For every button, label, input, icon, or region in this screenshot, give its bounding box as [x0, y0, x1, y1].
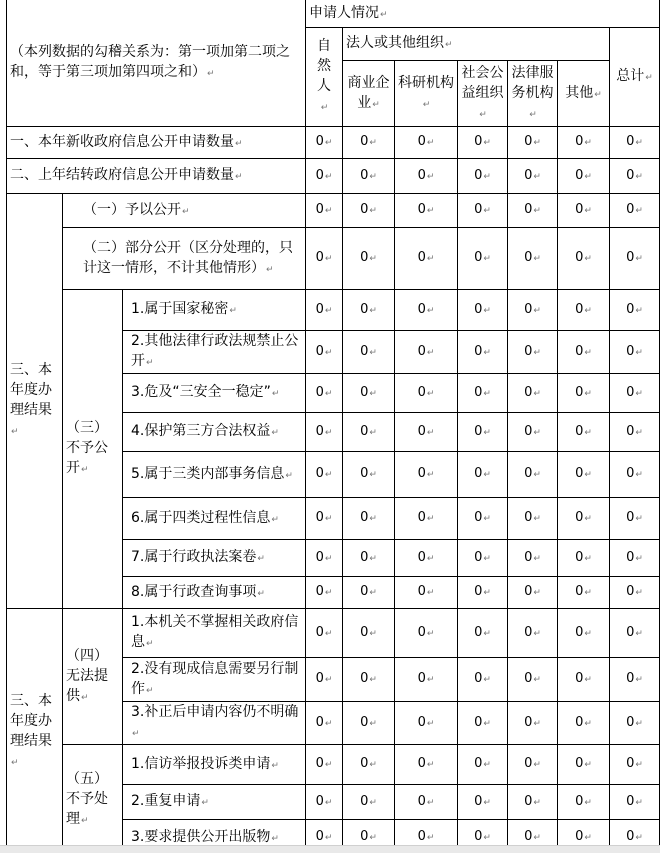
- value-cell: 0 ↵: [343, 413, 395, 452]
- value-cell: 0 ↵: [610, 577, 660, 609]
- value-cell: 0 ↵: [395, 159, 458, 194]
- header-note: （本列数据的勾稽关系为：第一项加第二项之和，等于第三项加第四项之和） ↵: [7, 0, 306, 127]
- value-cell: 0 ↵: [343, 194, 395, 228]
- row-label: 6.属于四类过程性信息 ↵: [123, 498, 306, 540]
- row-label: 二、上年结转政府信息公开申请数量 ↵: [7, 159, 306, 194]
- value-cell: 0 ↵: [395, 452, 458, 498]
- value-cell: 0 ↵: [508, 702, 558, 745]
- value-cell: 0 ↵: [508, 577, 558, 609]
- table-row: [7, 609, 660, 658]
- subgroup-label: （三）不予公开 ↵: [63, 290, 123, 609]
- row-label: 一、本年新收政府信息公开申请数量 ↵: [7, 127, 306, 159]
- value-cell: 0 ↵: [395, 194, 458, 228]
- row-label: 8.属于行政查询事项 ↵: [123, 577, 306, 609]
- group-label: 三、本年度办理结果 ↵: [7, 609, 63, 846]
- value-cell: 0 ↵: [395, 577, 458, 609]
- value-cell: 0 ↵: [306, 658, 343, 702]
- value-cell: 0 ↵: [306, 745, 343, 785]
- value-cell: 0 ↵: [558, 498, 610, 540]
- value-cell: 0 ↵: [458, 194, 508, 228]
- value-cell: 0 ↵: [306, 194, 343, 228]
- value-cell: 0 ↵: [610, 702, 660, 745]
- value-cell: 0 ↵: [458, 745, 508, 785]
- value-cell: 0 ↵: [306, 331, 343, 374]
- value-cell: 0 ↵: [343, 785, 395, 820]
- value-cell: 0 ↵: [458, 702, 508, 745]
- value-cell: 0 ↵: [558, 452, 610, 498]
- value-cell: 0 ↵: [306, 159, 343, 194]
- value-cell: 0 ↵: [343, 498, 395, 540]
- value-cell: 0 ↵: [395, 290, 458, 331]
- value-cell: 0 ↵: [306, 228, 343, 290]
- value-cell: 0 ↵: [508, 331, 558, 374]
- value-cell: 0 ↵: [343, 228, 395, 290]
- value-cell: 0 ↵: [395, 785, 458, 820]
- header-subcol: 社会公益组织 ↵: [458, 61, 508, 127]
- value-cell: 0 ↵: [610, 658, 660, 702]
- value-cell: 0 ↵: [610, 820, 660, 846]
- header-subcol: 科研机构 ↵: [395, 61, 458, 127]
- subgroup-label: （四）无法提供 ↵: [63, 609, 123, 745]
- row-label: （二）部分公开（区分处理的，只计这一情形，不计其他情形） ↵: [63, 228, 306, 290]
- header-legal-org: 法人或其他组织 ↵: [343, 28, 610, 61]
- value-cell: 0 ↵: [343, 452, 395, 498]
- value-cell: 0 ↵: [610, 413, 660, 452]
- value-cell: 0 ↵: [395, 127, 458, 159]
- value-cell: 0 ↵: [343, 702, 395, 745]
- row-label: 3.危及“三安全一稳定” ↵: [123, 374, 306, 413]
- row-label: 1.本机关不掌握相关政府信息 ↵: [123, 609, 306, 658]
- value-cell: 0 ↵: [343, 331, 395, 374]
- value-cell: 0 ↵: [508, 609, 558, 658]
- value-cell: 0 ↵: [343, 658, 395, 702]
- value-cell: 0 ↵: [508, 785, 558, 820]
- value-cell: 0 ↵: [343, 159, 395, 194]
- value-cell: 0 ↵: [558, 577, 610, 609]
- value-cell: 0 ↵: [558, 374, 610, 413]
- value-cell: 0 ↵: [306, 820, 343, 846]
- table-row: [7, 127, 660, 159]
- value-cell: 0 ↵: [558, 413, 610, 452]
- table-row: [7, 194, 660, 228]
- value-cell: 0 ↵: [610, 127, 660, 159]
- value-cell: 0 ↵: [558, 331, 610, 374]
- disclosure-statistics-table: [6, 0, 660, 845]
- group-label: 三、本年度办理结果 ↵: [7, 194, 63, 609]
- value-cell: 0 ↵: [306, 127, 343, 159]
- value-cell: 0 ↵: [558, 127, 610, 159]
- row-label: 1.属于国家秘密 ↵: [123, 290, 306, 331]
- value-cell: 0 ↵: [558, 702, 610, 745]
- value-cell: 0 ↵: [458, 452, 508, 498]
- value-cell: 0 ↵: [395, 609, 458, 658]
- value-cell: 0 ↵: [558, 785, 610, 820]
- value-cell: 0 ↵: [306, 702, 343, 745]
- row-label: 2.其他法律行政法规禁止公开 ↵: [123, 331, 306, 374]
- value-cell: 0 ↵: [458, 658, 508, 702]
- value-cell: 0 ↵: [343, 540, 395, 577]
- value-cell: 0 ↵: [558, 820, 610, 846]
- header-subcol: 商业企业 ↵: [343, 61, 395, 127]
- value-cell: 0 ↵: [558, 658, 610, 702]
- row-label: 3.要求提供公开出版物 ↵: [123, 820, 306, 846]
- document-page: [6, 0, 660, 845]
- value-cell: 0 ↵: [343, 820, 395, 846]
- value-cell: 0 ↵: [458, 540, 508, 577]
- value-cell: 0 ↵: [343, 290, 395, 331]
- value-cell: 0 ↵: [508, 498, 558, 540]
- value-cell: 0 ↵: [508, 452, 558, 498]
- row-label: 7.属于行政执法案卷 ↵: [123, 540, 306, 577]
- value-cell: 0 ↵: [306, 413, 343, 452]
- value-cell: 0 ↵: [306, 540, 343, 577]
- value-cell: 0 ↵: [610, 159, 660, 194]
- value-cell: 0 ↵: [343, 577, 395, 609]
- value-cell: 0 ↵: [508, 127, 558, 159]
- value-cell: 0 ↵: [508, 413, 558, 452]
- value-cell: 0 ↵: [610, 194, 660, 228]
- value-cell: 0 ↵: [610, 374, 660, 413]
- header-natural-person: 自然人 ↵: [306, 28, 343, 127]
- value-cell: 0 ↵: [610, 498, 660, 540]
- value-cell: 0 ↵: [306, 290, 343, 331]
- value-cell: 0 ↵: [458, 609, 508, 658]
- table-row: [7, 228, 660, 290]
- value-cell: 0 ↵: [306, 785, 343, 820]
- value-cell: 0 ↵: [610, 745, 660, 785]
- value-cell: 0 ↵: [306, 452, 343, 498]
- value-cell: 0 ↵: [458, 127, 508, 159]
- value-cell: 0 ↵: [610, 290, 660, 331]
- value-cell: 0 ↵: [458, 820, 508, 846]
- value-cell: 0 ↵: [558, 194, 610, 228]
- row-label: 2.重复申请 ↵: [123, 785, 306, 820]
- value-cell: 0 ↵: [558, 159, 610, 194]
- row-label: 2.没有现成信息需要另行制作 ↵: [123, 658, 306, 702]
- value-cell: 0 ↵: [508, 540, 558, 577]
- value-cell: 0 ↵: [395, 228, 458, 290]
- value-cell: 0 ↵: [395, 498, 458, 540]
- table-row: [7, 290, 660, 331]
- value-cell: 0 ↵: [395, 374, 458, 413]
- value-cell: 0 ↵: [610, 785, 660, 820]
- value-cell: 0 ↵: [558, 745, 610, 785]
- value-cell: 0 ↵: [508, 228, 558, 290]
- value-cell: 0 ↵: [395, 413, 458, 452]
- value-cell: 0 ↵: [558, 609, 610, 658]
- header-subcol: 法律服务机构 ↵: [508, 61, 558, 127]
- value-cell: 0 ↵: [395, 540, 458, 577]
- header-subcol: 其他 ↵: [558, 61, 610, 127]
- value-cell: 0 ↵: [458, 290, 508, 331]
- value-cell: 0 ↵: [395, 658, 458, 702]
- value-cell: 0 ↵: [508, 658, 558, 702]
- value-cell: 0 ↵: [306, 374, 343, 413]
- value-cell: 0 ↵: [458, 577, 508, 609]
- value-cell: 0 ↵: [458, 228, 508, 290]
- value-cell: 0 ↵: [306, 577, 343, 609]
- value-cell: 0 ↵: [395, 745, 458, 785]
- value-cell: 0 ↵: [306, 498, 343, 540]
- value-cell: 0 ↵: [306, 609, 343, 658]
- row-label: （一）予以公开 ↵: [63, 194, 306, 228]
- row-label: 5.属于三类内部事务信息 ↵: [123, 452, 306, 498]
- table-row: [7, 159, 660, 194]
- header-applicant: 申请人情况 ↵: [306, 0, 660, 28]
- value-cell: 0 ↵: [458, 413, 508, 452]
- value-cell: 0 ↵: [458, 498, 508, 540]
- value-cell: 0 ↵: [508, 820, 558, 846]
- value-cell: 0 ↵: [395, 702, 458, 745]
- value-cell: 0 ↵: [395, 331, 458, 374]
- value-cell: 0 ↵: [343, 745, 395, 785]
- value-cell: 0 ↵: [558, 228, 610, 290]
- value-cell: 0 ↵: [458, 785, 508, 820]
- value-cell: 0 ↵: [558, 290, 610, 331]
- row-label: 3.补正后申请内容仍不明确 ↵: [123, 702, 306, 745]
- row-label: 4.保护第三方合法权益 ↵: [123, 413, 306, 452]
- value-cell: 0 ↵: [343, 374, 395, 413]
- row-label: 1.信访举报投诉类申请 ↵: [123, 745, 306, 785]
- value-cell: 0 ↵: [508, 374, 558, 413]
- value-cell: 0 ↵: [508, 159, 558, 194]
- header-total: 总计 ↵: [610, 28, 660, 127]
- value-cell: 0 ↵: [610, 228, 660, 290]
- value-cell: 0 ↵: [610, 452, 660, 498]
- value-cell: 0 ↵: [343, 609, 395, 658]
- value-cell: 0 ↵: [610, 609, 660, 658]
- value-cell: 0 ↵: [508, 745, 558, 785]
- value-cell: 0 ↵: [508, 290, 558, 331]
- value-cell: 0 ↵: [610, 540, 660, 577]
- value-cell: 0 ↵: [558, 540, 610, 577]
- value-cell: 0 ↵: [508, 194, 558, 228]
- subgroup-label: （五）不予处理 ↵: [63, 745, 123, 846]
- value-cell: 0 ↵: [458, 159, 508, 194]
- value-cell: 0 ↵: [458, 331, 508, 374]
- value-cell: 0 ↵: [610, 331, 660, 374]
- value-cell: 0 ↵: [458, 374, 508, 413]
- value-cell: 0 ↵: [395, 820, 458, 846]
- value-cell: 0 ↵: [343, 127, 395, 159]
- table-row: [7, 745, 660, 785]
